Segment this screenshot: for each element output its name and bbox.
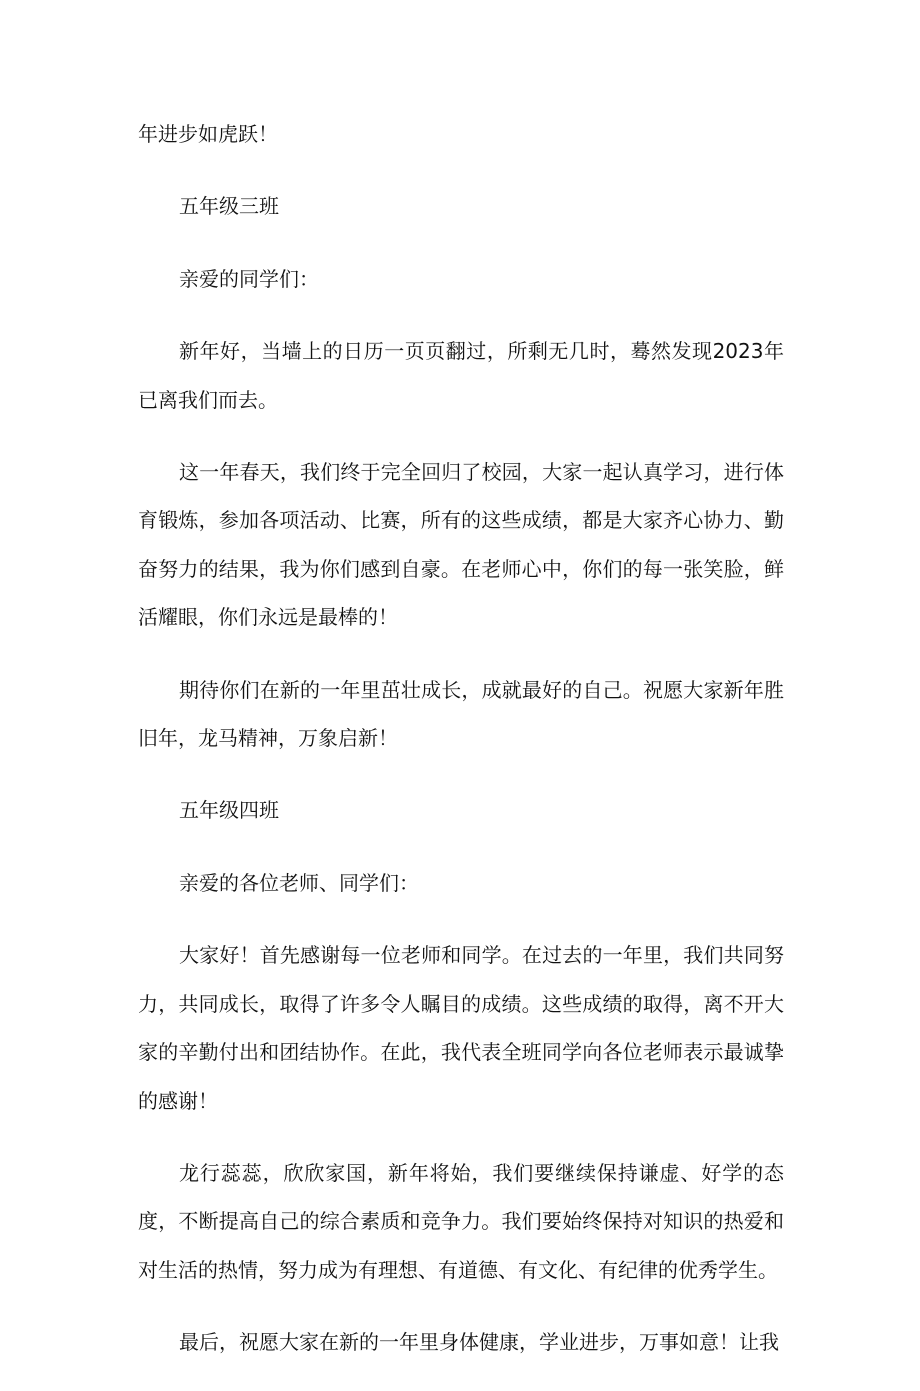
- document-body: [138, 110, 784, 1391]
- section-heading-class-4: 五年级四班: [179, 798, 279, 823]
- paragraph-thanks: 大家好！首先感谢每一位老师和同学。在过去的一年里，我们共同努力，共同成长，取得了许多令人瞩目的成绩。这些成绩的取得，离不开大家的辛勤付出和团结协作。在此，我代表全班同学向各位老师表示最诚挚的感谢！: [138, 943, 784, 1113]
- paragraph-new-year-greeting: 新年好，当墙上的日历一页页翻过，所剩无几时，蓦然发现2023年已离我们而去。: [138, 339, 784, 412]
- paragraph-spring-recap: 这一年春天，我们终于完全回归了校园，大家一起认真学习，进行体育锻炼，参加各项活动、比赛，所有的这些成绩，都是大家齐心协力、勤奋努力的结果，我为你们感到自豪。在老师心中，你们的每一张笑脸，鲜活耀眼，你们永远是最棒的！: [138, 460, 784, 630]
- paragraph-goals: 龙行蕊蕊，欣欣家国，新年将始，我们要继续保持谦虚、好学的态度，不断提高自己的综合素质和竞争力。我们要始终保持对知识的热爱和对生活的热情，努力成为有理想、有道德、有文化、有纪律的优秀学生。: [138, 1160, 784, 1282]
- salutation-students: 亲爱的同学们：: [179, 266, 319, 291]
- section-heading-class-3: 五年级三班: [179, 194, 279, 219]
- salutation-teachers-students: 亲爱的各位老师、同学们：: [179, 870, 419, 895]
- paragraph-wishes-class-3: 期待你们在新的一年里茁壮成长，成就最好的自己。祝愿大家新年胜旧年，龙马精神，万象启新！: [138, 677, 784, 751]
- paragraph-closing-wishes: 最后，祝愿大家在新的一年里身体健康，学业进步，万事如意！让我: [179, 1330, 779, 1355]
- paragraph-continuation: 年进步如虎跃！: [138, 122, 278, 146]
